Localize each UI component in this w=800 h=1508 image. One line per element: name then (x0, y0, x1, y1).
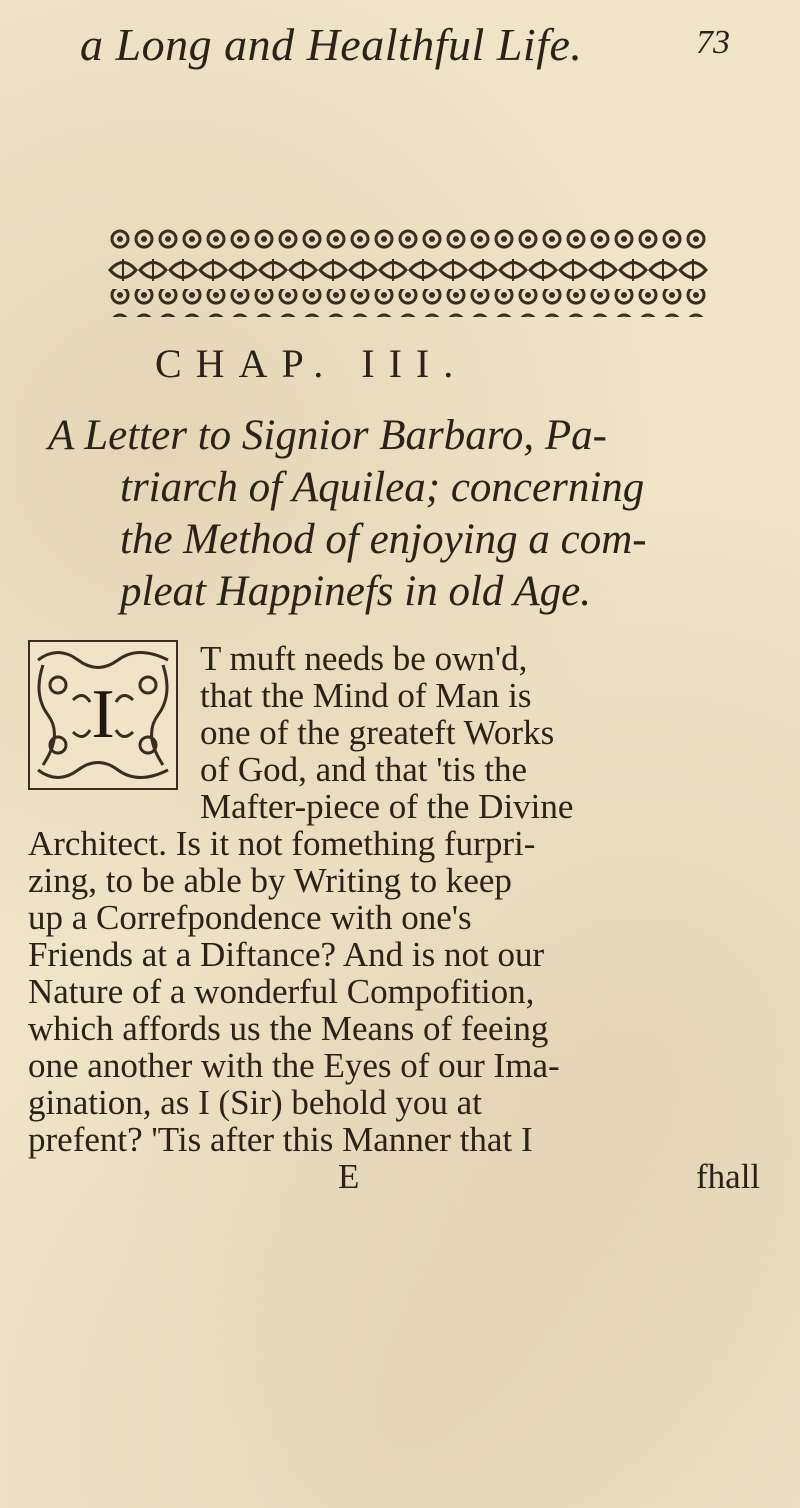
body-line: T muft needs be own'd, (200, 639, 528, 678)
body-line: zing, to be able by Writing to keep (28, 861, 512, 900)
page-number: 73 (696, 24, 730, 61)
chapter-heading: CHAP. III. (155, 341, 468, 386)
body-line: Mafter-piece of the Divine (200, 787, 574, 826)
body-line: Architect. Is it not fomething furpri- (28, 824, 536, 863)
body-line: that the Mind of Man is (200, 676, 532, 715)
letter-title-line: pleat Happinefs in old Age. (120, 568, 591, 615)
body-line: gination, as I (Sir) behold you at (28, 1083, 482, 1122)
signature-line (28, 1158, 778, 1195)
body-line: Nature of a wonderful Compofition, (28, 972, 535, 1011)
floral-drop-cap-icon (28, 640, 178, 790)
catchword: fhall (696, 1157, 761, 1196)
drop-cap-letter: I (91, 676, 115, 753)
body-line: which affords us the Means of feeing (28, 1009, 549, 1048)
letter-title (48, 410, 768, 618)
signature-mark: E (338, 1157, 360, 1196)
body-line: one another with the Eyes of our Ima- (28, 1046, 560, 1085)
running-title: a Long and Healthful Life. (80, 19, 583, 70)
body-line: prefent? 'Tis after this Manner that I (28, 1120, 533, 1159)
body-line: of God, and that 'tis the (200, 750, 528, 789)
letter-title-line: the Method of enjoying a com- (120, 516, 647, 563)
letter-title-line: A Letter to Signior Barbaro, Pa- (48, 412, 607, 459)
running-head (80, 18, 760, 78)
printers-ornament-band-icon (108, 225, 708, 320)
letter-title-line: triarch of Aquilea; concerning (120, 464, 645, 511)
body-line: one of the greateft Works (200, 713, 555, 752)
body-line: up a Correfpondence with one's (28, 898, 472, 937)
body-line: Friends at a Diftance? And is not our (28, 935, 545, 974)
